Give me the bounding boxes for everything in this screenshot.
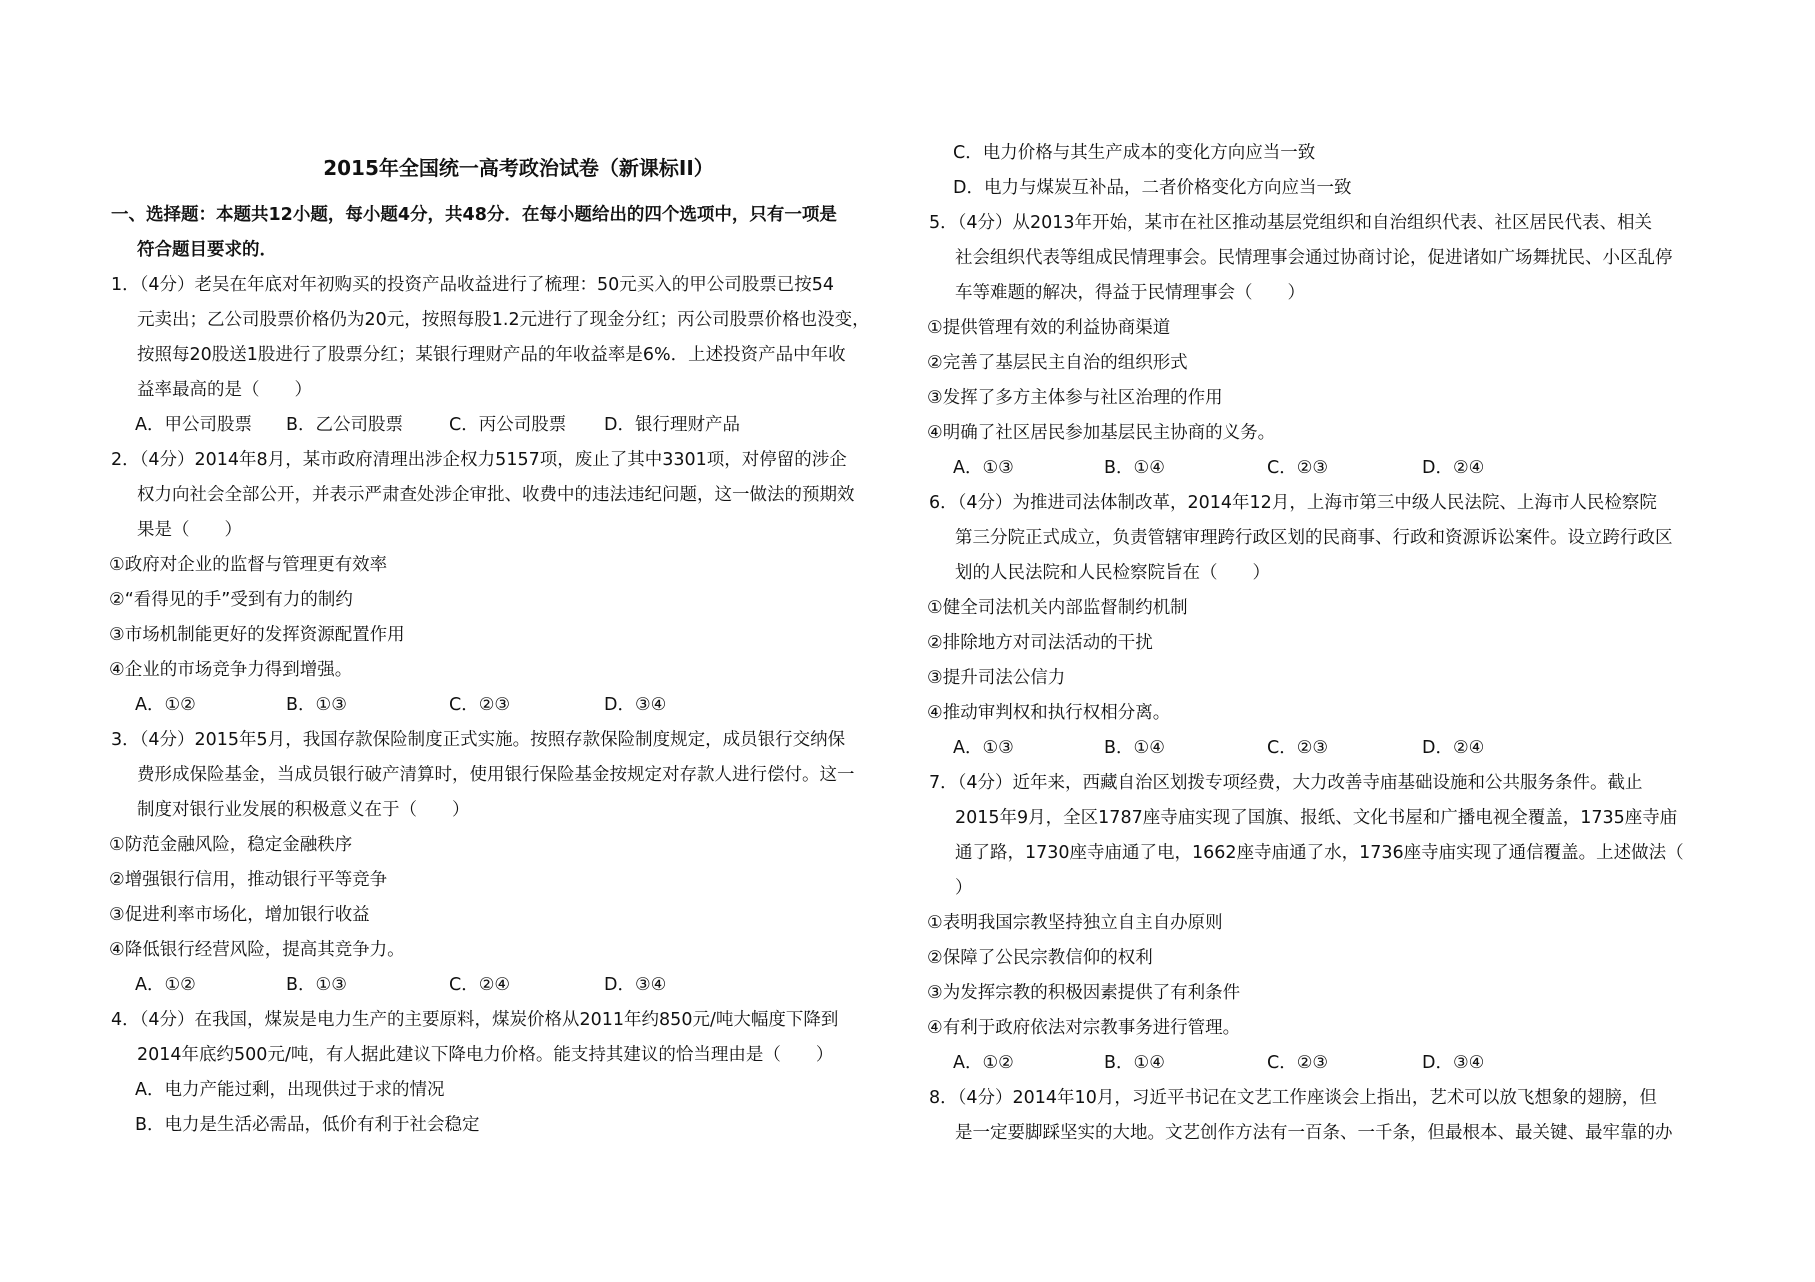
question-5-statement: ③发挥了多方主体参与社区治理的作用 xyxy=(927,388,1223,408)
question-6-option-a: A．①③ xyxy=(953,738,1014,758)
section-heading-cont: 符合题目要求的． xyxy=(137,240,277,260)
question-7-option-d: D．③④ xyxy=(1422,1053,1485,1073)
question-7-option-b: B．①④ xyxy=(1104,1053,1165,1073)
section-heading: 一、选择题：本题共12小题，每小题4分，共48分．在每小题给出的四个选项中，只有一项是 xyxy=(111,205,837,225)
question-2-statement: ②“看得见的手”受到有力的制约 xyxy=(109,590,353,610)
question-5-statement: ④明确了社区居民参加基层民主协商的义务。 xyxy=(927,423,1276,443)
question-4-line: 2014年底约500元/吨，有人据此建议下降电力价格。能支持其建议的恰当理由是（ ） xyxy=(137,1045,834,1065)
question-5-statement: ①提供管理有效的利益协商渠道 xyxy=(927,318,1171,338)
question-7-line: ） xyxy=(955,878,973,898)
question-6-line: 6．（4分）为推进司法体制改革，2014年12月，上海市第三中级人民法院、上海市人民检察院 xyxy=(929,493,1657,513)
question-5-option-c: C．②③ xyxy=(1267,458,1329,478)
question-7-option-c: C．②③ xyxy=(1267,1053,1329,1073)
question-7-statement: ②保障了公民宗教信仰的权利 xyxy=(927,948,1153,968)
question-5-statement: ②完善了基层民主自治的组织形式 xyxy=(927,353,1188,373)
question-2-statement: ④企业的市场竞争力得到增强。 xyxy=(109,660,353,680)
question-1-option-d: D．银行理财产品 xyxy=(604,415,740,435)
question-1-line: 益率最高的是（ ） xyxy=(137,380,312,400)
question-1-line: 按照每20股送1股进行了股票分红；某银行理财产品的年收益率是6%．上述投资产品中年收 xyxy=(137,345,846,365)
question-4-option-b: B．电力是生活必需品，低价有利于社会稳定 xyxy=(135,1115,480,1135)
question-2-line: 权力向社会全部公开，并表示严肃查处涉企审批、收费中的违法违纪问题，这一做法的预期效 xyxy=(137,485,855,505)
question-3-option-a: A．①② xyxy=(135,975,196,995)
question-8-line: 8．（4分）2014年10月，习近平书记在文艺工作座谈会上指出，艺术可以放飞想象的翅膀，但 xyxy=(929,1088,1657,1108)
question-6-option-d: D．②④ xyxy=(1422,738,1485,758)
question-7-line: 2015年9月，全区1787座寺庙实现了国旗、报纸、文化书屋和广播电视全覆盖，1735座寺庙 xyxy=(955,808,1678,828)
question-8-line: 是一定要脚踩坚实的大地。文艺创作方法有一百条、一千条，但最根本、最关键、最牢靠的办 xyxy=(955,1123,1673,1143)
question-6-statement: ③提升司法公信力 xyxy=(927,668,1066,688)
question-1-option-c: C．丙公司股票 xyxy=(449,415,567,435)
question-7-statement: ③为发挥宗教的积极因素提供了有利条件 xyxy=(927,983,1241,1003)
question-4-line: 4．（4分）在我国，煤炭是电力生产的主要原料，煤炭价格从2011年约850元/吨大幅度下降到 xyxy=(111,1010,839,1030)
question-4-option-c: C．电力价格与其生产成本的变化方向应当一致 xyxy=(953,143,1316,163)
question-3-option-b: B．①③ xyxy=(286,975,347,995)
question-6-statement: ①健全司法机关内部监督制约机制 xyxy=(927,598,1188,618)
question-1-line: 1．（4分）老吴在年底对年初购买的投资产品收益进行了梳理：50元买入的甲公司股票已按54 xyxy=(111,275,835,295)
question-3-option-d: D．③④ xyxy=(604,975,667,995)
question-3-statement: ④降低银行经营风险，提高其竞争力。 xyxy=(109,940,405,960)
question-6-option-c: C．②③ xyxy=(1267,738,1329,758)
question-4-option-a: A．电力产能过剩，出现供过于求的情况 xyxy=(135,1080,445,1100)
question-7-line: 通了路，1730座寺庙通了电，1662座寺庙通了水，1736座寺庙实现了通信覆盖。上述做法（ xyxy=(955,843,1684,863)
question-5-option-a: A．①③ xyxy=(953,458,1014,478)
question-4-option-d: D．电力与煤炭互补品，二者价格变化方向应当一致 xyxy=(953,178,1352,198)
question-3-statement: ②增强银行信用，推动银行平等竞争 xyxy=(109,870,388,890)
question-2-line: 果是（ ） xyxy=(137,520,242,540)
question-7-statement: ④有利于政府依法对宗教事务进行管理。 xyxy=(927,1018,1241,1038)
question-3-line: 费形成保险基金，当成员银行破产清算时，使用银行保险基金按规定对存款人进行偿付。这一 xyxy=(137,765,855,785)
question-2-statement: ①政府对企业的监督与管理更有效率 xyxy=(109,555,388,575)
question-3-statement: ①防范金融风险，稳定金融秩序 xyxy=(109,835,353,855)
question-5-option-d: D．②④ xyxy=(1422,458,1485,478)
question-1-line: 元卖出；乙公司股票价格仍为20元，按照每股1.2元进行了现金分红；丙公司股票价格也没变， xyxy=(137,310,870,330)
question-6-statement: ②排除地方对司法活动的干扰 xyxy=(927,633,1153,653)
question-7-statement: ①表明我国宗教坚持独立自主自办原则 xyxy=(927,913,1223,933)
question-1-option-b: B．乙公司股票 xyxy=(286,415,404,435)
question-6-line: 第三分院正式成立，负责管辖审理跨行政区划的民商事、行政和资源诉讼案件。设立跨行政区 xyxy=(955,528,1673,548)
question-2-option-d: D．③④ xyxy=(604,695,667,715)
question-2-line: 2．（4分）2014年8月，某市政府清理出涉企权力5157项，废止了其中3301项，对停留的涉企 xyxy=(111,450,847,470)
question-2-option-b: B．①③ xyxy=(286,695,347,715)
exam-title: 2015年全国统一高考政治试卷（新课标II） xyxy=(323,156,714,180)
question-6-option-b: B．①④ xyxy=(1104,738,1165,758)
question-3-option-c: C．②④ xyxy=(449,975,511,995)
question-5-line: 社会组织代表等组成民情理事会。民情理事会通过协商讨论，促进诸如广场舞扰民、小区乱停 xyxy=(955,248,1673,268)
question-2-statement: ③市场机制能更好的发挥资源配置作用 xyxy=(109,625,405,645)
question-5-option-b: B．①④ xyxy=(1104,458,1165,478)
question-5-line: 5．（4分）从2013年开始，某市在社区推动基层党组织和自治组织代表、社区居民代表、相关 xyxy=(929,213,1653,233)
question-6-line: 划的人民法院和人民检察院旨在（ ） xyxy=(955,563,1270,583)
question-7-line: 7．（4分）近年来，西藏自治区划拨专项经费，大力改善寺庙基础设施和公共服务条件。截止 xyxy=(929,773,1643,793)
question-6-statement: ④推动审判权和执行权相分离。 xyxy=(927,703,1171,723)
question-5-line: 车等难题的解决，得益于民情理事会（ ） xyxy=(955,283,1305,303)
question-3-line: 制度对银行业发展的积极意义在于（ ） xyxy=(137,800,470,820)
question-3-line: 3．（4分）2015年5月，我国存款保险制度正式实施。按照存款保险制度规定，成员银行交纳保 xyxy=(111,730,846,750)
question-2-option-c: C．②③ xyxy=(449,695,511,715)
question-2-option-a: A．①② xyxy=(135,695,196,715)
question-3-statement: ③促进利率市场化，增加银行收益 xyxy=(109,905,370,925)
question-1-option-a: A．甲公司股票 xyxy=(135,415,252,435)
question-7-option-a: A．①② xyxy=(953,1053,1014,1073)
